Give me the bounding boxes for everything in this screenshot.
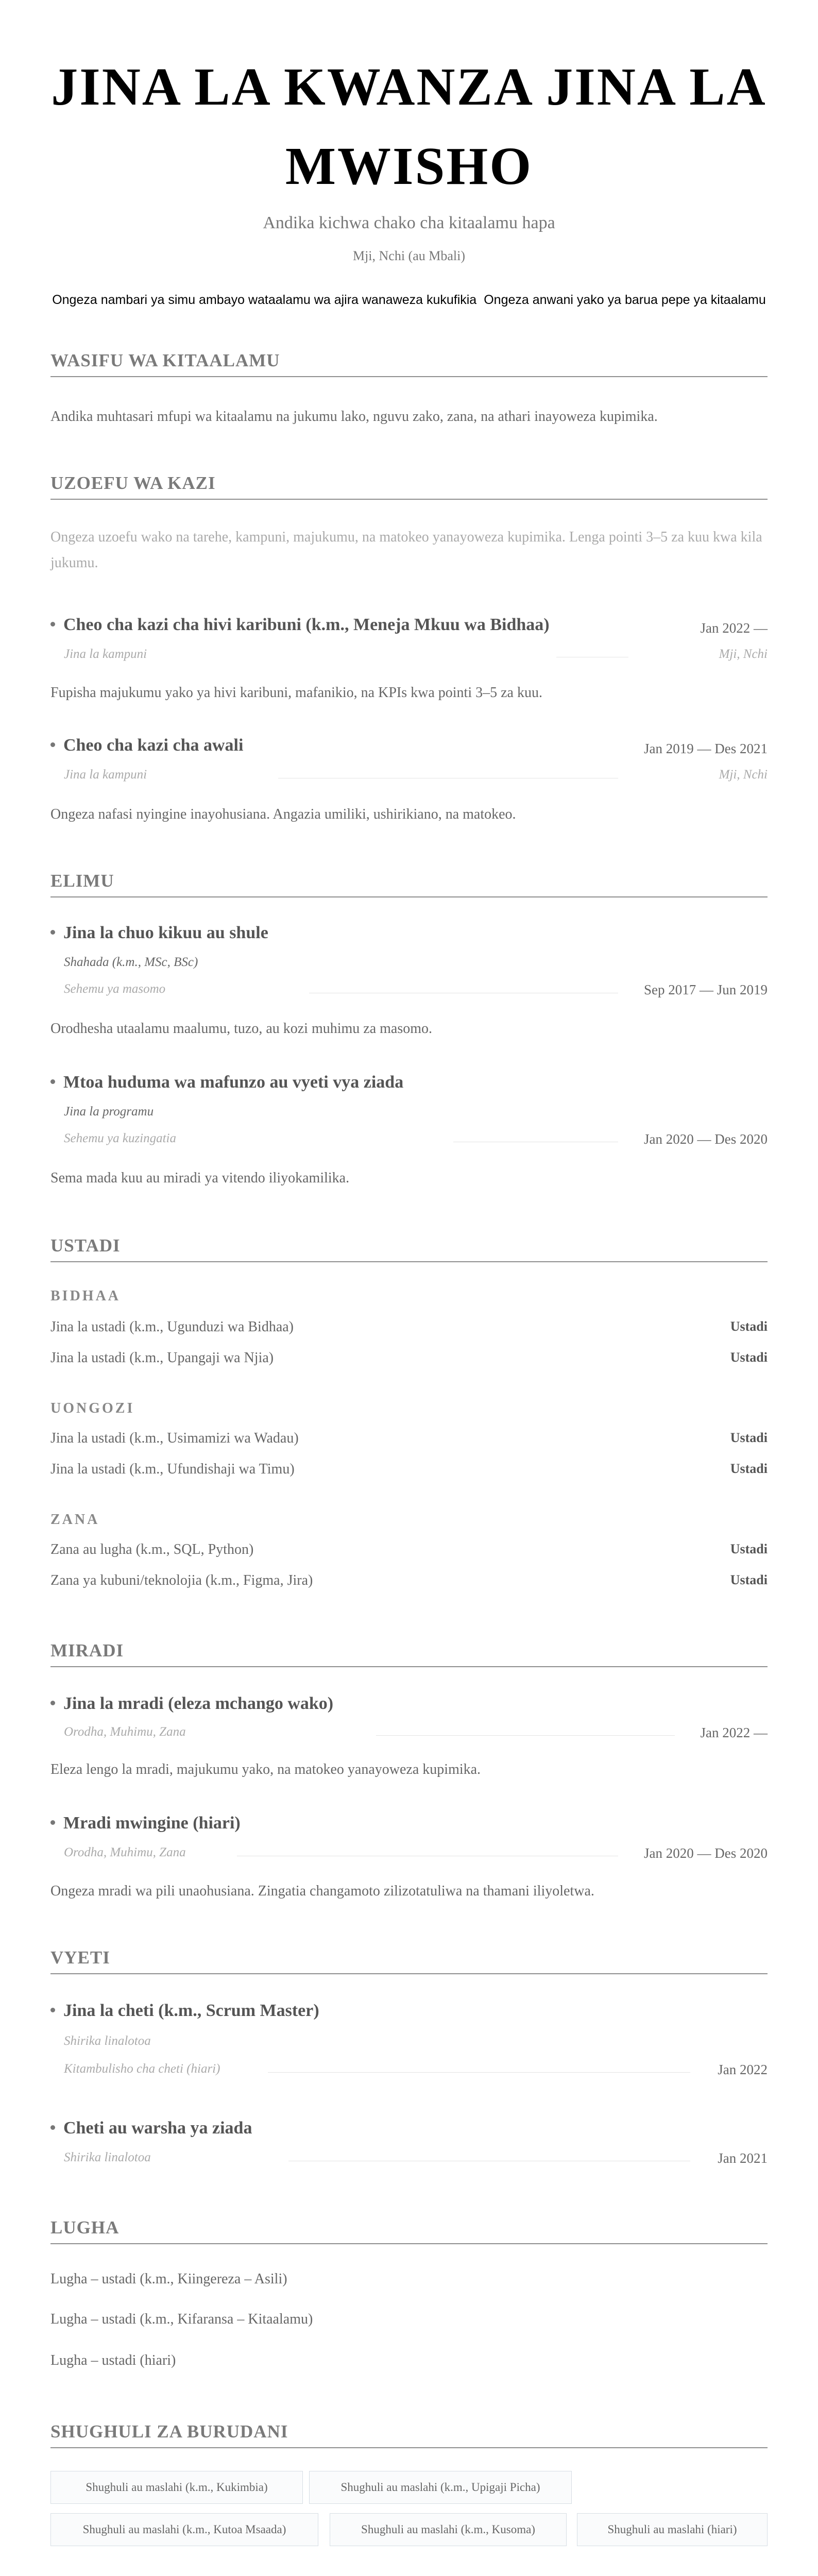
project-item-date: Jan 2020 — Des 2020 (644, 1845, 768, 1861)
education-item-title: Mtoa huduma wa mafunzo au vyeti vya ziada (50, 1073, 403, 1092)
experience-item-description: Ongeza nafasi nyingine inayohusiana. Angazia umiliki, ushirikiano, na matokeo. (50, 806, 516, 822)
project-item-description: Ongeza mradi wa pili unaohusiana. Zingatia changamoto zilizotatuliwa na thamani iliyoletwa. (50, 1883, 594, 1899)
skill-row: Jina la ustadi (k.m., Usimamizi wa Wadau) Ustadi (50, 1430, 768, 1446)
skill-row: Zana ya kubuni/teknolojia (k.m., Figma, Jira) Ustadi (50, 1572, 768, 1588)
education-item-field: Sehemu ya masomo (64, 982, 166, 996)
contact-line (50, 293, 768, 308)
experience-item-location: Mji, Nchi (719, 647, 768, 661)
summary-section-title: WASIFU WA KITAALAMU (50, 350, 768, 377)
education-item-title: Jina la chuo kikuu au shule (50, 923, 268, 943)
education-item-description: Sema mada kuu au miradi ya vitendo iliyokamilika. (50, 1170, 350, 1186)
certification-item-title: Cheti au warsha ya ziada (50, 2119, 252, 2138)
projects-section-title: MIRADI (50, 1640, 768, 1667)
certifications-section-title: VYETI (50, 1947, 768, 1974)
certification-item-date: Jan 2022 (718, 2062, 768, 2077)
phone-text[interactable]: Ongeza nambari ya simu ambayo wataalamu wa ajira wanaweza kukufikia (52, 293, 477, 307)
experience-item-title: Cheo cha kazi cha hivi karibuni (k.m., Meneja Mkuu wa Bidhaa) (50, 615, 550, 635)
education-item-degree: Jina la programu (64, 1105, 154, 1118)
bullet-icon (50, 2125, 55, 2130)
language-item: Lugha – ustadi (k.m., Kifaransa – Kitaalamu) (50, 2311, 313, 2327)
experience-item-date: Jan 2022 — (700, 620, 768, 636)
bullet-icon (50, 1701, 55, 1705)
project-item-tags: Orodha, Muhimu, Zana (64, 1845, 186, 1859)
divider (268, 2072, 690, 2073)
education-item-field: Sehemu ya kuzingatia (64, 1131, 177, 1145)
education-item-degree: Shahada (k.m., MSc, BSc) (64, 955, 198, 969)
certification-item-credential: Kitambulisho cha cheti (hiari) (64, 2062, 220, 2076)
bullet-icon (50, 930, 55, 935)
project-item-tags: Orodha, Muhimu, Zana (64, 1725, 186, 1739)
experience-item-description: Fupisha majukumu yako ya hivi karibuni, mafanikio, na KPIs kwa pointi 3–5 za kuu. (50, 685, 542, 701)
language-item: Lugha – ustadi (hiari) (50, 2352, 176, 2368)
professional-headline: Andika kichwa chako cha kitaalamu hapa (263, 213, 555, 232)
candidate-name: JINA LA KWANZA JINA LA MWISHO (51, 57, 767, 196)
interests-section-title: SHUGHULI ZA BURUDANI (50, 2421, 768, 2448)
skill-row: Zana au lugha (k.m., SQL, Python) Ustadi (50, 1541, 768, 1557)
bullet-icon (50, 1079, 55, 1084)
skill-row: Jina la ustadi (k.m., Ugunduzi wa Bidhaa) Ustadi (50, 1319, 768, 1335)
experience-intro: Ongeza uzoefu wako na tarehe, kampuni, majukumu, na matokeo yanayoweza kupimika. Lenga pointi 3–5 za kuu kwa kila jukumu. (50, 529, 762, 571)
education-item-description: Orodhesha utaalamu maalumu, tuzo, au kozi muhimu za masomo. (50, 1021, 433, 1037)
education-item-date: Jan 2020 — Des 2020 (644, 1131, 768, 1147)
education-section-title: ELIMU (50, 871, 768, 897)
certification-item-date: Jan 2021 (718, 2150, 768, 2166)
certification-item-title: Jina la cheti (k.m., Scrum Master) (50, 2001, 319, 2021)
summary-text: Andika muhtasari mfupi wa kitaalamu na jukumu lako, nguvu zako, zana, na athari inayoweza kupimika. (50, 409, 658, 425)
education-item-date: Sep 2017 — Jun 2019 (643, 982, 768, 997)
divider (376, 1735, 675, 1736)
project-item-description: Eleza lengo la mradi, majukumu yako, na matokeo yanayoweza kupimika. (50, 1761, 481, 1777)
project-item-date: Jan 2022 — (700, 1725, 768, 1740)
interest-chip: Shughuli au maslahi (k.m., Kukimbia) (50, 2471, 303, 2504)
bullet-icon (50, 622, 55, 626)
certification-item-issuer: Shirika linalotoa (64, 2034, 151, 2048)
languages-section-title: LUGHA (50, 2217, 768, 2244)
experience-section-title: UZOEFU WA KAZI (50, 473, 768, 500)
skills-section-title: USTADI (50, 1235, 768, 1262)
skill-group-title: UONGOZI (50, 1400, 135, 1416)
interest-chip: Shughuli au maslahi (hiari) (577, 2513, 768, 2546)
interest-chip: Shughuli au maslahi (k.m., Kusoma) (330, 2513, 567, 2546)
skill-row: Jina la ustadi (k.m., Ufundishaji wa Timu) Ustadi (50, 1461, 768, 1477)
skill-row: Jina la ustadi (k.m., Upangaji wa Njia) Ustadi (50, 1350, 768, 1366)
project-item-title: Mradi mwingine (hiari) (50, 1814, 241, 1833)
experience-item-date: Jan 2019 — Des 2021 (644, 741, 768, 756)
candidate-location: Mji, Nchi (au Mbali) (352, 248, 466, 263)
interest-chip: Shughuli au maslahi (k.m., Upigaji Picha) (309, 2471, 572, 2504)
email-text[interactable]: Ongeza anwani yako ya barua pepe ya kitaalamu (484, 293, 766, 307)
bullet-icon (50, 2008, 55, 2012)
experience-item-company: Jina la kampuni (64, 647, 147, 661)
skill-group-title: BIDHAA (50, 1288, 121, 1304)
language-item: Lugha – ustadi (k.m., Kiingereza – Asili) (50, 2271, 287, 2287)
experience-item-company: Jina la kampuni (64, 768, 147, 782)
project-item-title: Jina la mradi (eleza mchango wako) (50, 1694, 333, 1714)
bullet-icon (50, 1820, 55, 1825)
certification-item-issuer: Shirika linalotoa (64, 2150, 151, 2164)
experience-item-location: Mji, Nchi (719, 768, 768, 782)
interest-chip: Shughuli au maslahi (k.m., Kutoa Msaada) (50, 2513, 318, 2546)
bullet-icon (50, 742, 55, 747)
experience-item-title: Cheo cha kazi cha awali (50, 736, 243, 755)
skill-group-title: ZANA (50, 1512, 100, 1528)
